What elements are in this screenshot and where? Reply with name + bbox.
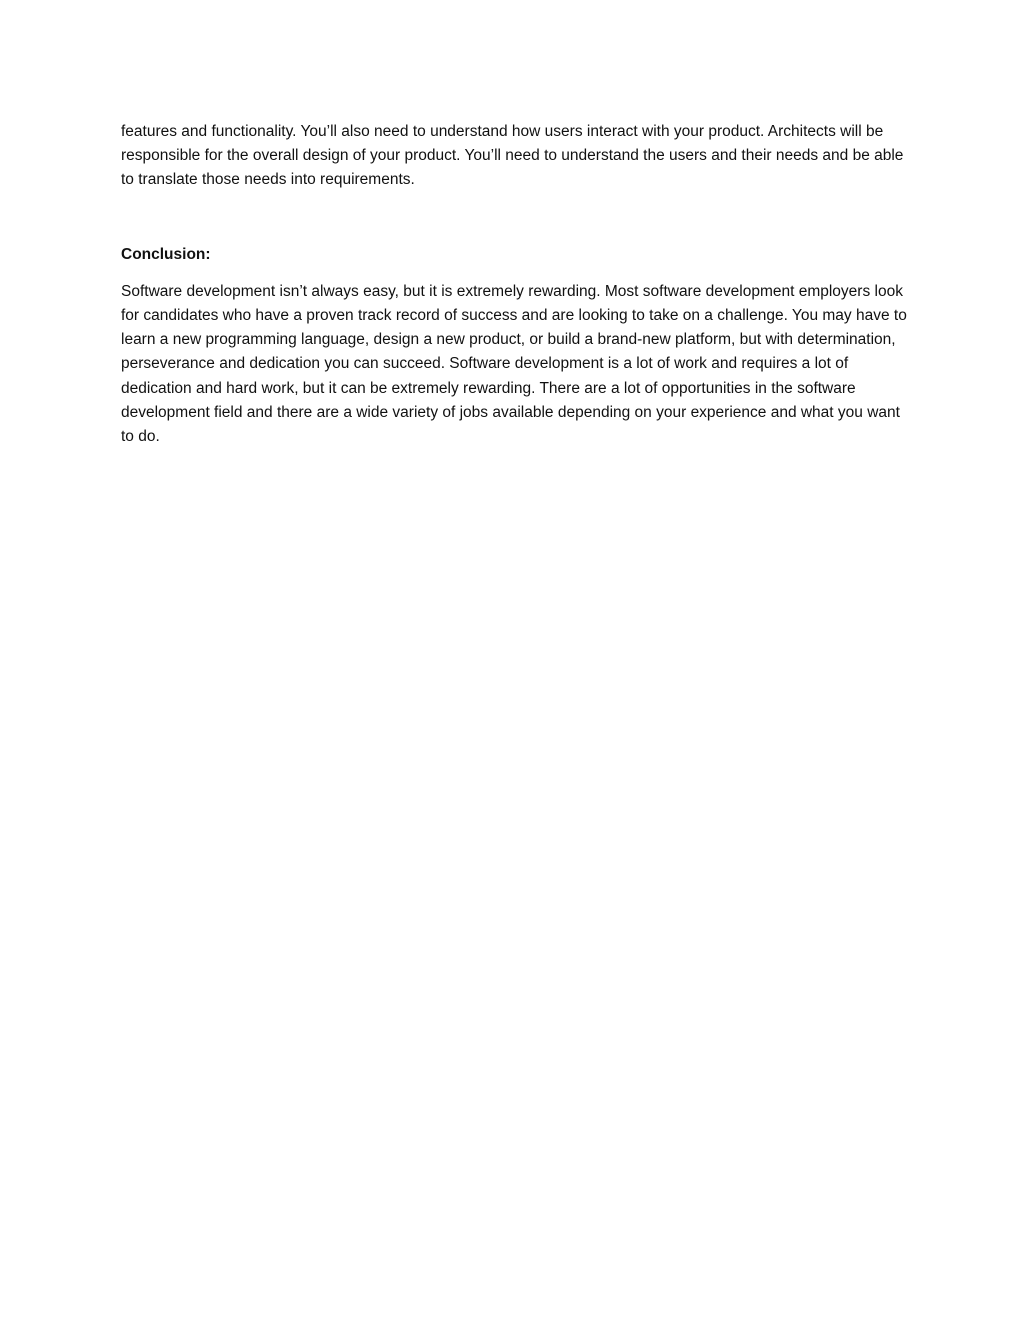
conclusion-heading: Conclusion:: [121, 245, 211, 263]
document-body: [121, 120, 911, 449]
conclusion-paragraph: Software development isn’t always easy, but it is extremely rewarding. Most software development employers look for candidates who have a proven track record of success and are looking to take on a challenge. You may have to learn a new programming language, design a new product, or build a brand-new platform, but with determination, perseverance and dedication you can succeed. Software development is a lot of work and requires a lot of dedication and hard work, but it can be extremely rewarding. There are a lot of opportunities in the software development field and there are a wide variety of jobs available depending on your experience and what you want to do.: [121, 282, 907, 446]
intro-paragraph: features and functionality. You’ll also need to understand how users interact with your product. Architects will be responsible for the overall design of your product. You’ll need to understand the users and their needs and be able to translate those needs into requirements.: [121, 123, 904, 189]
